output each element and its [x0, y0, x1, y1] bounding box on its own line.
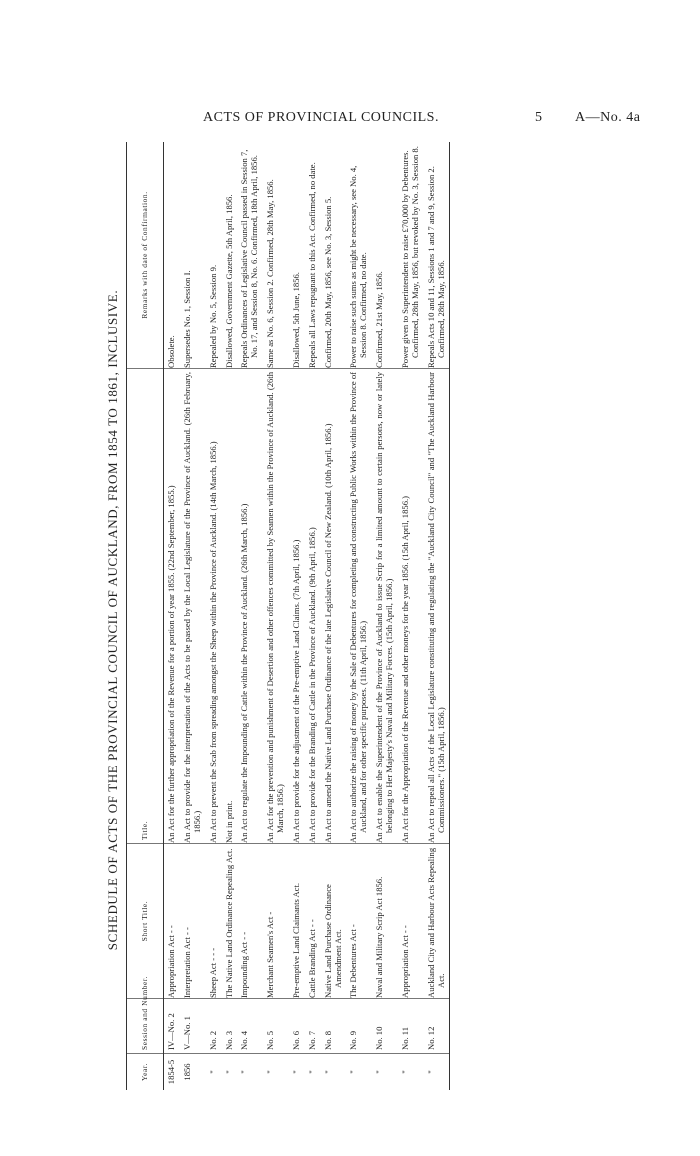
- rotated-schedule: [100, 146, 550, 1090]
- table-row: [263, 142, 289, 1090]
- year-cell: ": [207, 1070, 218, 1074]
- session-cell: No. 8: [321, 999, 347, 1054]
- year-cell: ": [265, 1070, 276, 1074]
- remarks-cell: Supersedes No. 1, Session I.: [180, 142, 206, 369]
- remarks-cell: Disallowed, Government Gazette, 5th April, 1856.: [222, 142, 238, 369]
- col-short-title-header: Short Title.: [127, 844, 164, 999]
- year-cell: ": [239, 1070, 250, 1074]
- year-cell: 1854-5: [166, 1059, 176, 1085]
- short-title-cell: Appropriation Act - -: [398, 844, 424, 999]
- year-cell: ": [424, 1054, 450, 1091]
- col-session-header: Session and Number.: [127, 999, 164, 1054]
- session-cell: No. 2: [206, 999, 222, 1054]
- short-title-cell: Auckland City and Harbour Acts Repealing Act.: [424, 844, 450, 999]
- session-cell: No. 3: [222, 999, 238, 1054]
- header-title: ACTS OF PROVINCIAL COUNCILS.: [203, 110, 439, 125]
- year-cell: ": [290, 1070, 301, 1074]
- remarks-cell: Power to raise such sums as might be necessary, see No. 4, Session 8. Confirmed, no date.: [346, 142, 372, 369]
- table-row: [164, 142, 180, 1090]
- remarks-cell: Repeals all Laws repugnant to this Act. Confirmed, no date.: [305, 142, 321, 369]
- title-cell: An Act for the further appropriation of the Revenue for a portion of year 1855. (22nd September, 1855.): [164, 369, 180, 844]
- title-cell: An Act to provide for the interpretation of the Acts to be passed by the Local Legislature of the Province of Auckland. (26th February, 1856.): [180, 369, 206, 844]
- session-cell: V—No. 1: [180, 999, 206, 1054]
- remarks-cell: Power given to Superintendent to raise £70,000 by Debentures. Confirmed, 28th May, 1856, but revoked by No. 3, Session 8.: [398, 142, 424, 369]
- table-row: [237, 142, 263, 1090]
- session-cell: No. 12: [424, 999, 450, 1054]
- table-row: [289, 142, 305, 1090]
- year-cell: ": [399, 1070, 410, 1074]
- title-cell: An Act to amend the Native Land Purchase Ordinance of the late Legislative Council of New Zealand. (10th April, 1856.): [321, 369, 347, 844]
- session-cell: No. 4: [237, 999, 263, 1054]
- session-cell: No. 11: [398, 999, 424, 1054]
- session-cell: No. 7: [305, 999, 321, 1054]
- session-cell: No. 10: [372, 999, 398, 1054]
- year-cell: ": [322, 1070, 333, 1074]
- title-cell: An Act for the prevention and punishment of Desertion and other offences committed by Seamen within the Province of Auckland. (26th March, 1856.): [263, 369, 289, 844]
- short-title-cell: Interpretation Act - -: [180, 844, 206, 999]
- short-title-cell: Merchant Seamen's Act -: [263, 844, 289, 999]
- remarks-cell: Obsolete.: [164, 142, 180, 369]
- short-title-cell: Impounding Act - -: [237, 844, 263, 999]
- document-number: A—No. 4a: [575, 110, 641, 125]
- page-number: 5: [535, 110, 543, 125]
- short-title-cell: Pre-emptive Land Claimants Act.: [289, 844, 305, 999]
- year-cell: ": [223, 1070, 234, 1074]
- year-cell: 1856: [181, 1063, 192, 1081]
- short-title-cell: Cattle Branding Act - -: [305, 844, 321, 999]
- short-title-cell: Naval and Military Scrip Act 1856.: [372, 844, 398, 999]
- title-cell: An Act to authorize the raising of money by the Sale of Debentures for completing and constructing Public Works within the Province of Auckland, and for other specific purposes. (11th April, 1856.): [346, 369, 372, 844]
- title-cell: An Act to prevent the Scab from spreading amongst the Sheep within the Province of Auckland. (14th March, 1856.): [206, 369, 222, 844]
- schedule-title: SCHEDULE OF ACTS OF THE PROVINCIAL COUNCIL OF AUCKLAND, FROM 1854 TO 1861, INCLUSIVE.: [105, 289, 120, 951]
- remarks-cell: Repeals Ordinances of Legislative Council passed in Session 7, No. 17, and Session 8, No. 6. Confirmed, 18th April, 1856.: [237, 142, 263, 369]
- year-cell: ": [348, 1070, 359, 1074]
- short-title-cell: Appropriation Act - -: [164, 844, 180, 999]
- remarks-cell: Repealed by No. 5, Session 9.: [206, 142, 222, 369]
- title-cell: An Act for the Appropriation of the Revenue and other moneys for the year 1856. (15th April, 1856.): [398, 369, 424, 844]
- title-cell: An Act to regulate the Impounding of Cattle within the Province of Auckland. (26th March, 1856.): [237, 369, 263, 844]
- table-row: [398, 142, 424, 1090]
- session-cell: No. 9: [346, 999, 372, 1054]
- table-row: [222, 142, 238, 1090]
- table-header-row: [127, 142, 164, 1090]
- table-row: [321, 142, 347, 1090]
- table-row: [206, 142, 222, 1090]
- remarks-cell: Repeals Acts 10 and 11, Sessions 1 and 7 and 9, Session 2. Confirmed, 28th May, 1856.: [424, 142, 450, 369]
- title-cell: An Act to provide for the adjustment of the Pre-emptive Land Claims. (7th April, 1856.): [289, 369, 305, 844]
- schedule-table: [126, 142, 450, 1090]
- session-cell: IV—No. 2: [164, 999, 180, 1054]
- title-cell: Not in print.: [222, 369, 238, 844]
- title-cell: An Act to enable the Superintendent of the Province of Auckland to issue Scrip for a limited amount to certain persons, now or lately belonging to Her Majesty's Naval and Military Forces. (15th April, 1856.): [372, 369, 398, 844]
- table-row: [372, 142, 398, 1090]
- col-year-header: Year.: [127, 1054, 164, 1091]
- remarks-cell: Same as No. 6, Session 2. Confirmed, 28th May, 1856.: [263, 142, 289, 369]
- short-title-cell: The Native Land Ordinance Repealing Act.: [222, 844, 238, 999]
- table-row: [346, 142, 372, 1090]
- title-cell: An Act to provide for the Branding of Cattle in the Province of Auckland. (9th April, 1856.): [305, 369, 321, 844]
- remarks-cell: Disallowed, 5th June, 1856.: [289, 142, 305, 369]
- session-cell: No. 6: [289, 999, 305, 1054]
- year-cell: ": [374, 1070, 385, 1074]
- short-title-cell: Native Land Purchase Ordinance Amendment Act.: [321, 844, 347, 999]
- table-row: [305, 142, 321, 1090]
- table-row: [180, 142, 206, 1090]
- year-cell: ": [306, 1070, 317, 1074]
- col-title-header: Title.: [127, 369, 164, 844]
- table-row: [424, 142, 450, 1090]
- page-header: [0, 110, 700, 130]
- title-cell: An Act to repeal all Acts of the Local Legislature constituting and regulating the "Auckland City Council" and "The Auckland Harbour Commissioners." (15th April, 1856.): [424, 369, 450, 844]
- remarks-cell: Confirmed, 21st May, 1856.: [372, 142, 398, 369]
- short-title-cell: The Debentures Act -: [346, 844, 372, 999]
- remarks-cell: Confirmed, 20th May, 1856, see No. 3, Session 5.: [321, 142, 347, 369]
- session-cell: No. 5: [263, 999, 289, 1054]
- col-remarks-header: Remarks with date of Confirmation.: [127, 142, 164, 369]
- short-title-cell: Sheep Act - - -: [206, 844, 222, 999]
